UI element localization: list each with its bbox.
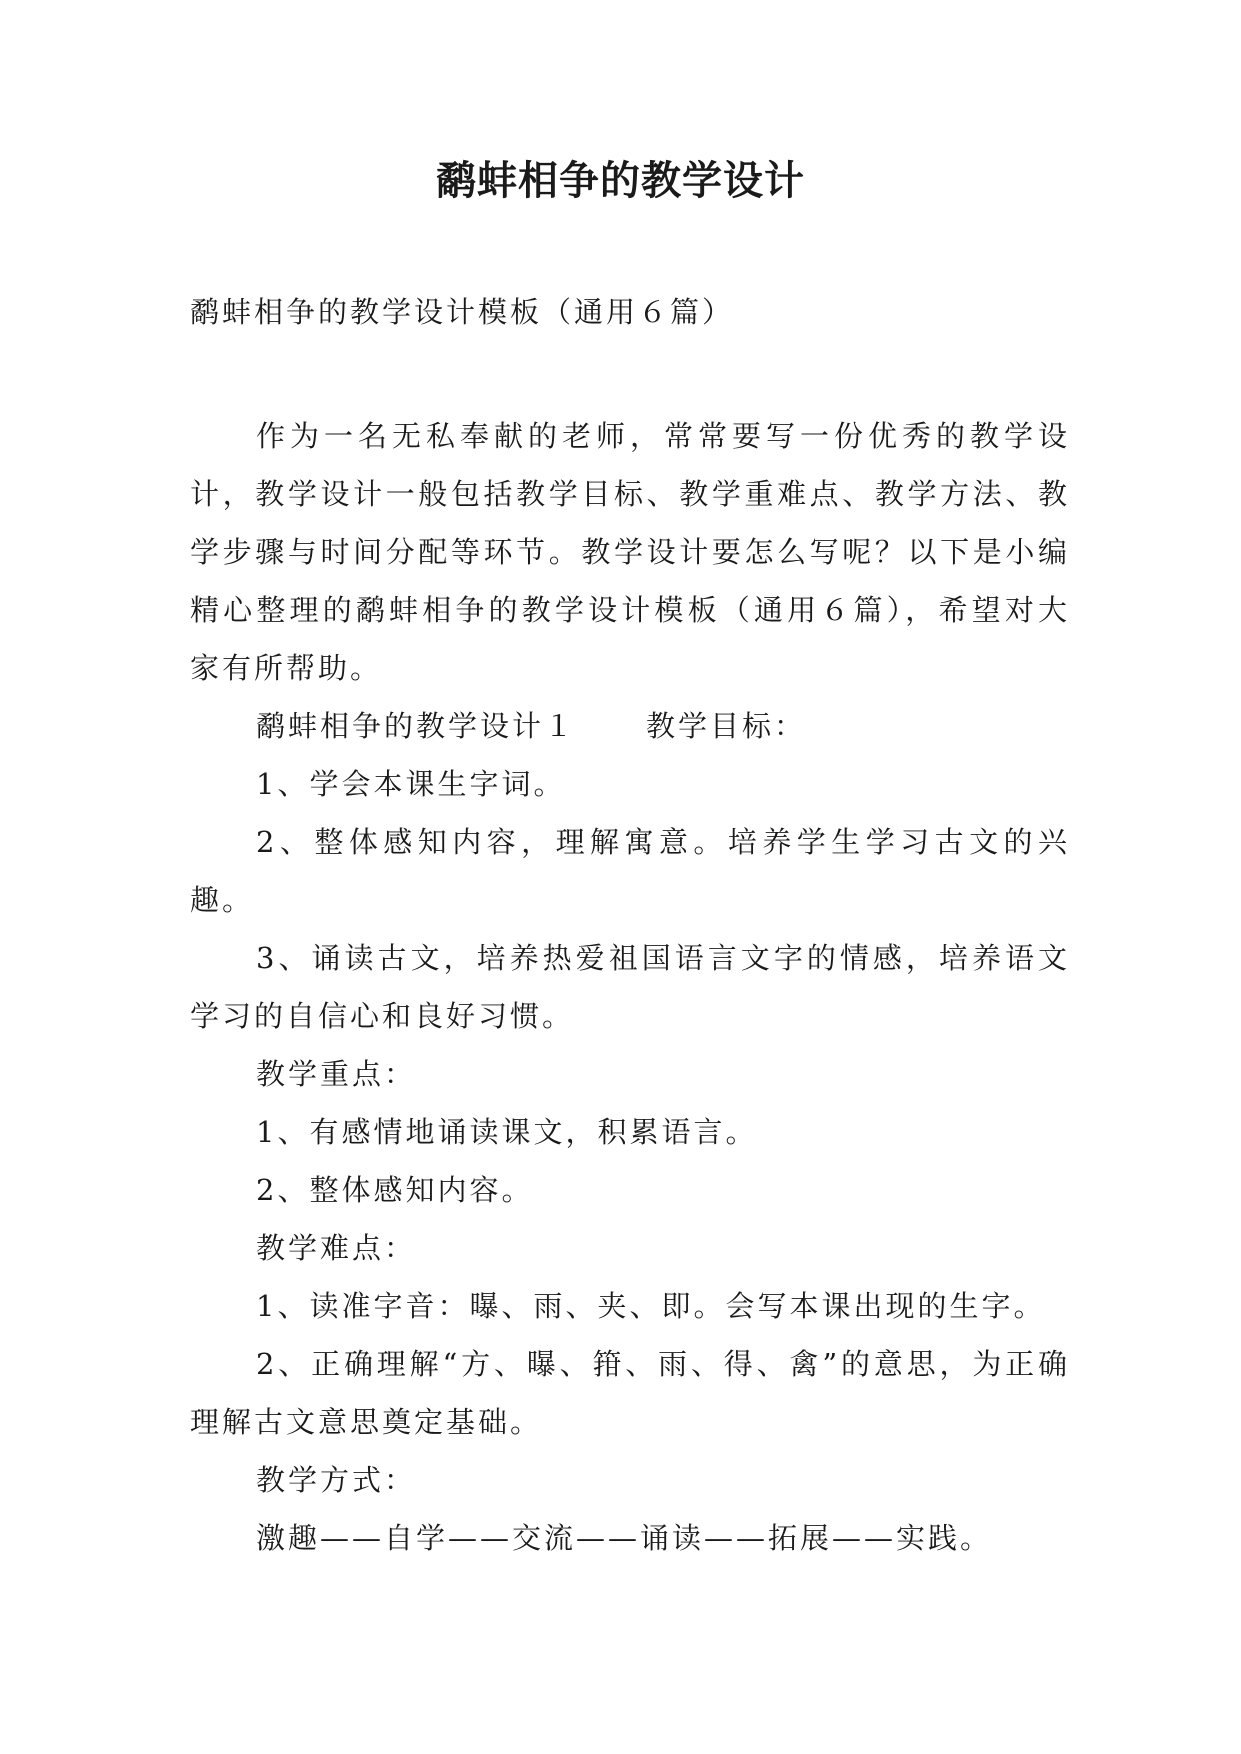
list-item: 2、整体感知内容。 [256, 1173, 534, 1207]
list-item: 1、读准字音：曝、雨、夹、即。会写本课出现的生字。 [256, 1289, 1046, 1323]
list-item: 2、整体感知内容，理解寓意。培养学生学习古文的兴趣。 [190, 825, 1070, 917]
section-heading: 鹬蚌相争的教学设计１ [256, 709, 577, 743]
document-title: 鹬蚌相争的教学设计 [436, 158, 805, 204]
list-item: 1、有感情地诵读课文，积累语言。 [256, 1115, 758, 1149]
document-subtitle: 鹬蚌相争的教学设计模板（通用６篇） [190, 295, 735, 329]
section-label-methods: 教学方式： [256, 1463, 417, 1497]
intro-paragraph: 作为一名无私奉献的老师，常常要写一份优秀的教学设计，教学设计一般包括教学目标、教学重难点、教学方法、教学步骤与时间分配等环节。教学设计要怎么写呢？以下是小编精心整理的鹬蚌相争的教学设计模板（通用６篇），希望对大家有所帮助。 [190, 419, 1070, 685]
list-item: 3、诵读古文，培养热爱祖国语言文字的情感，培养语文学习的自信心和良好习惯。 [190, 941, 1070, 1033]
section-heading-line [190, 697, 1070, 755]
document-body [190, 407, 1070, 1567]
list-item: 2、正确理解“方、曝、箝、雨、得、禽”的意思，为正确理解古文意思奠定基础。 [190, 1347, 1070, 1439]
list-item: 1、学会本课生字词。 [256, 767, 566, 801]
section-label-difficulties: 教学难点： [256, 1231, 417, 1265]
section-label-key-points: 教学重点： [256, 1057, 417, 1091]
section-label-objectives: 教学目标： [646, 709, 807, 743]
list-item: 激趣——自学——交流——诵读——拓展——实践。 [256, 1521, 993, 1555]
